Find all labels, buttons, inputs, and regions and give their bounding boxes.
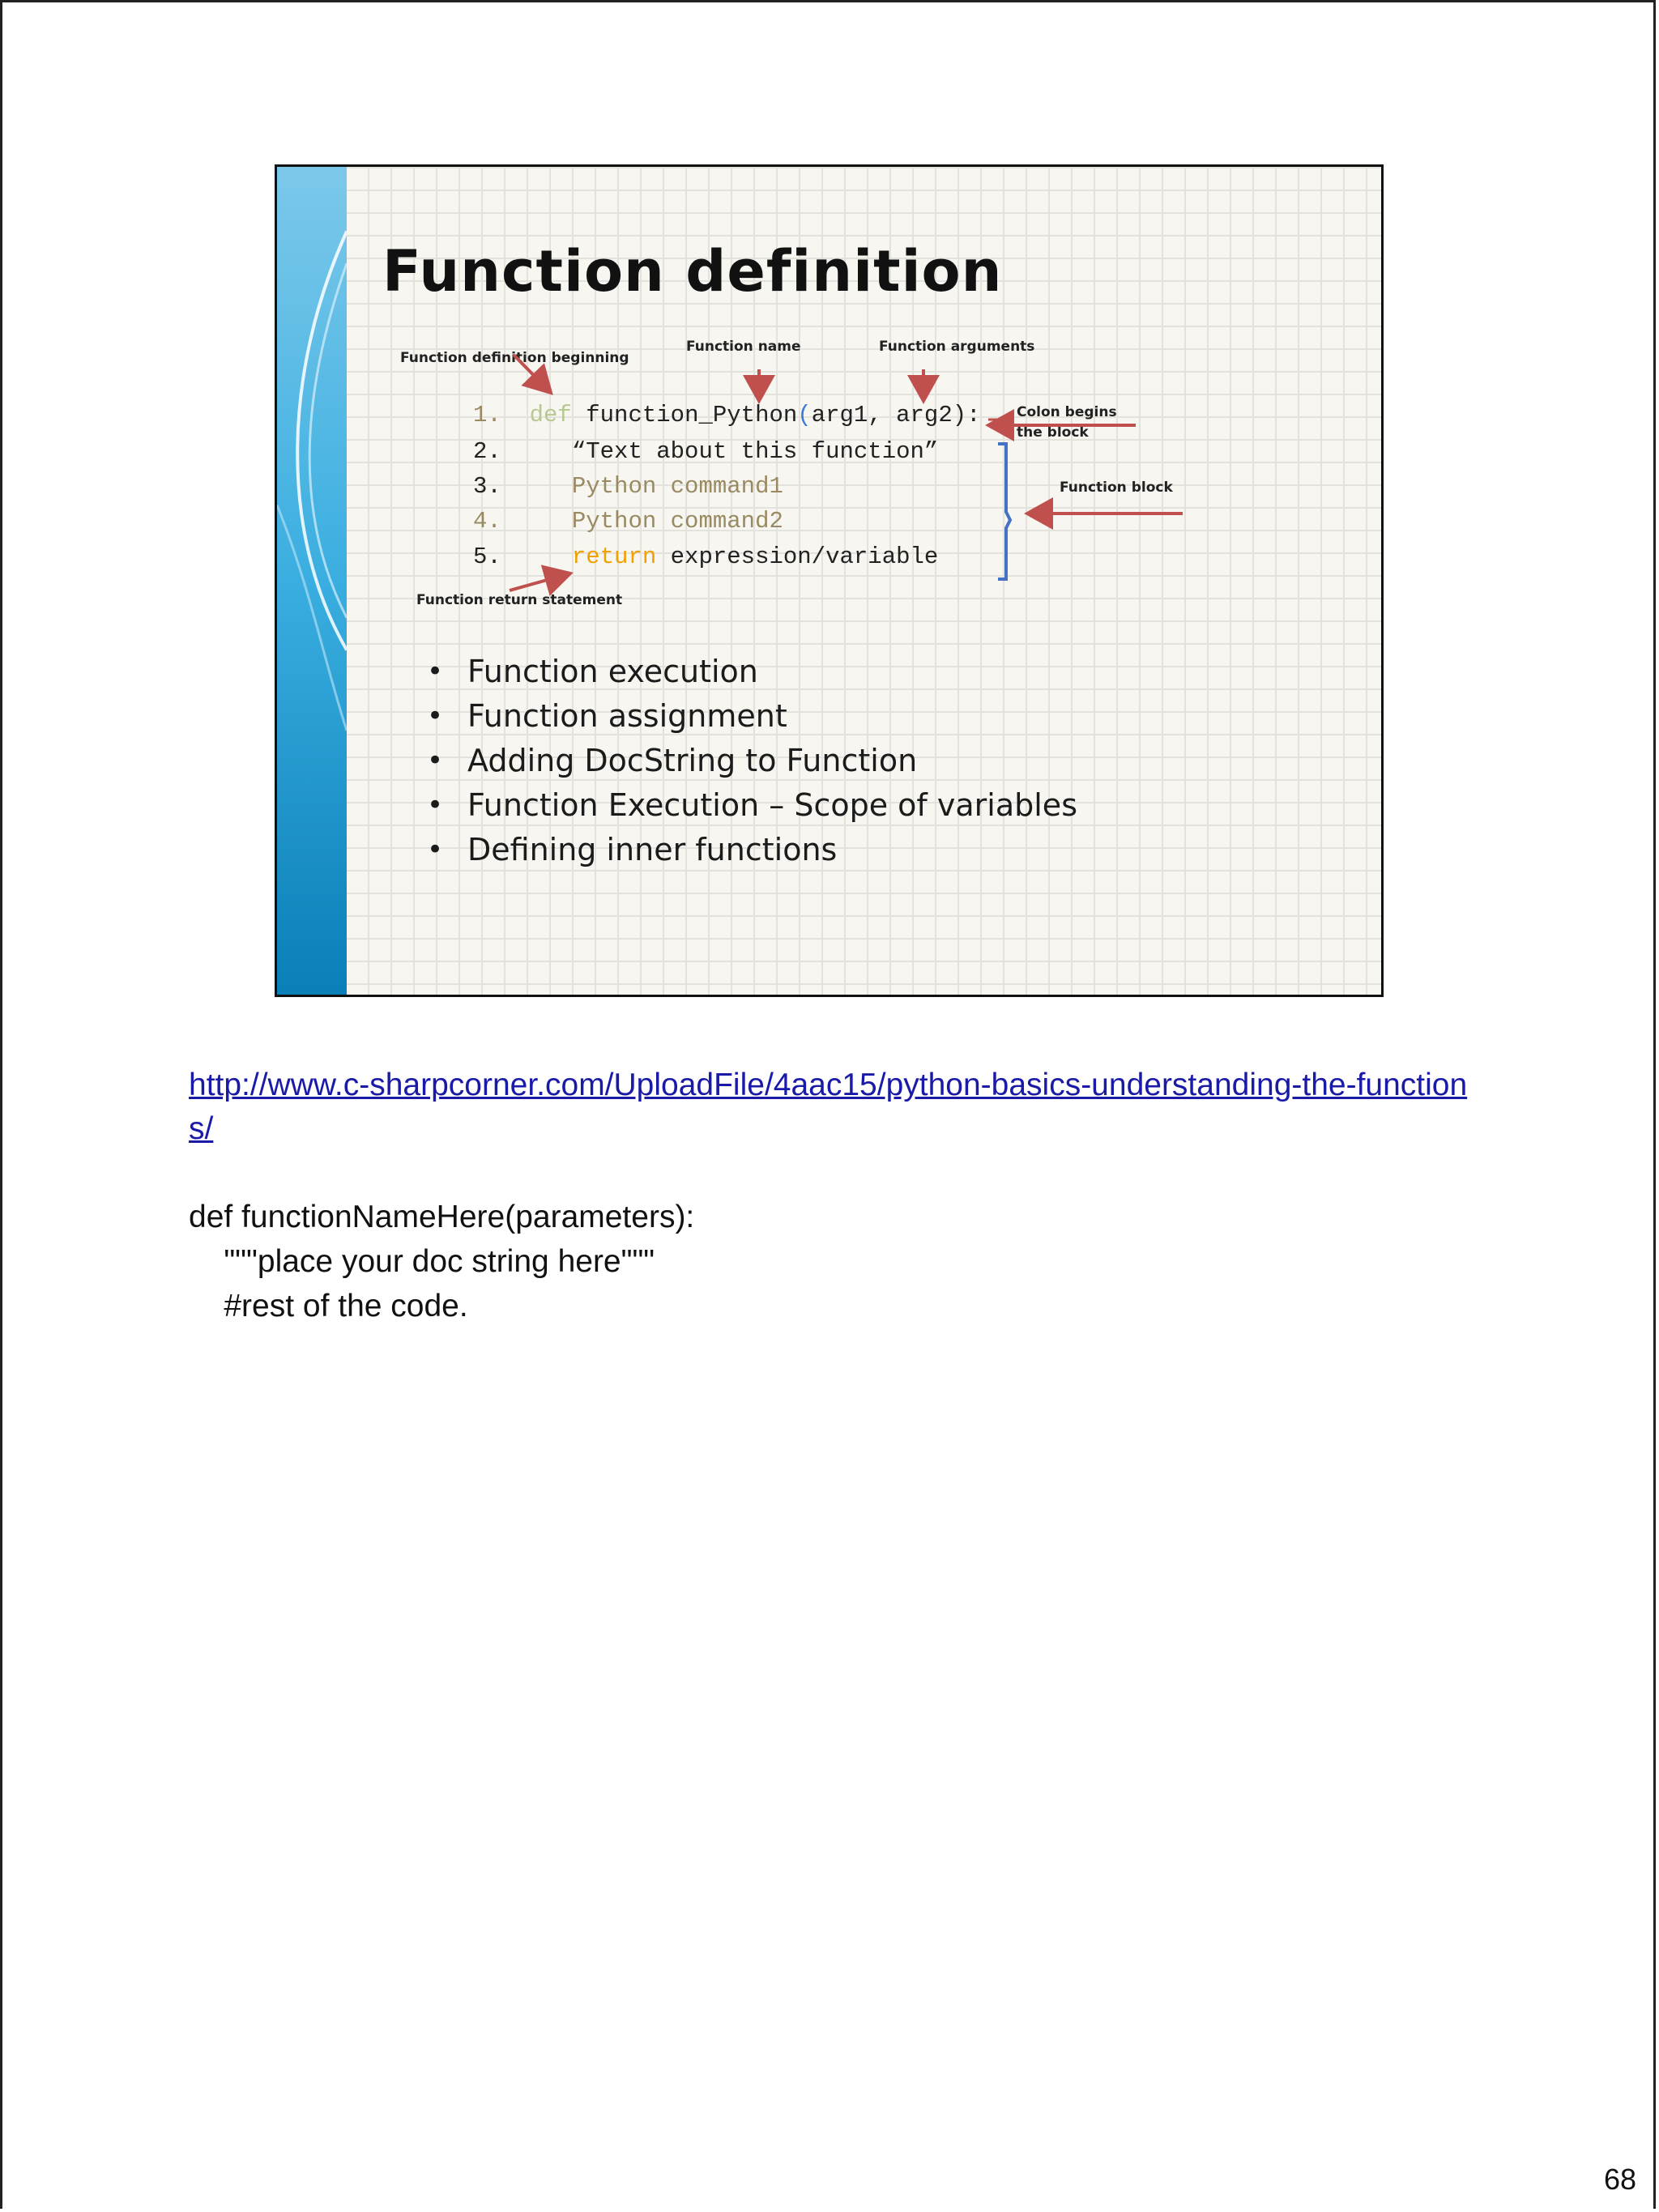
code-line-number: 4.	[473, 508, 501, 535]
annotation-function-arguments: Function arguments	[879, 339, 1035, 355]
slide-title: Function definition	[382, 238, 1003, 305]
bullet-text: Function execution	[467, 654, 758, 689]
bullet-item	[427, 739, 1077, 783]
docstring-text: “Text about this function”	[571, 438, 939, 465]
bullet-text: Function Execution – Scope of variables	[467, 787, 1077, 823]
annotation-function-name: Function name	[686, 339, 801, 355]
keyword-return: return	[571, 543, 657, 570]
bullet-item	[427, 694, 1077, 739]
annotation-def-beginning: Function definition beginning	[400, 350, 629, 366]
code-line-number: 1.	[473, 402, 501, 428]
code-note	[189, 1195, 694, 1328]
command2-text: Python command2	[571, 508, 783, 535]
code-line-number: 5.	[473, 543, 501, 570]
code-line-5	[473, 543, 938, 570]
bullet-dot-icon: •	[427, 789, 444, 821]
bullet-item	[427, 828, 1077, 872]
command1-text: Python command1	[571, 473, 783, 500]
code-line-4	[473, 508, 783, 535]
annotation-the-block: the block	[1017, 424, 1089, 441]
code-line-2	[473, 438, 938, 465]
arrow-return-statement	[510, 573, 570, 590]
keyword-def: def	[529, 402, 572, 428]
slide-accent-band	[277, 167, 347, 995]
function-name-text: function_Python	[586, 402, 798, 428]
code-note-line: #rest of the code.	[189, 1289, 468, 1323]
code-line-number: 3.	[473, 473, 501, 500]
open-paren: (	[797, 402, 812, 428]
close-paren-colon: ):	[952, 402, 981, 428]
page-number: 68	[1604, 2163, 1637, 2196]
annotation-return-statement: Function return statement	[416, 592, 623, 608]
bullet-dot-icon: •	[427, 833, 444, 866]
code-line-3	[473, 473, 783, 500]
code-line-number: 2.	[473, 438, 501, 465]
bullet-text: Defining inner functions	[467, 832, 838, 867]
reference-link[interactable]: http://www.c-sharpcorner.com/UploadFile/4aac15/python-basics-understanding-the-functions/	[189, 1068, 1468, 1146]
annotation-function-block: Function block	[1060, 479, 1173, 496]
bullet-dot-icon: •	[427, 744, 444, 777]
return-expression-text: expression/variable	[670, 543, 939, 570]
bullet-text: Function assignment	[467, 698, 787, 734]
function-block-bracket	[998, 444, 1010, 579]
code-note-line: def functionNameHere(parameters):	[189, 1200, 695, 1234]
arguments-text: arg1, arg2	[811, 402, 953, 428]
code-line-1	[473, 402, 981, 428]
bullet-item	[427, 650, 1077, 694]
bullet-dot-icon: •	[427, 655, 444, 688]
code-note-line: """place your doc string here"""	[189, 1244, 655, 1279]
bullet-list	[427, 650, 1077, 872]
bullet-item	[427, 783, 1077, 828]
bullet-dot-icon: •	[427, 700, 444, 732]
bullet-text: Adding DocString to Function	[467, 743, 918, 778]
slide	[275, 164, 1384, 997]
annotation-colon-begins: Colon begins	[1017, 404, 1117, 420]
